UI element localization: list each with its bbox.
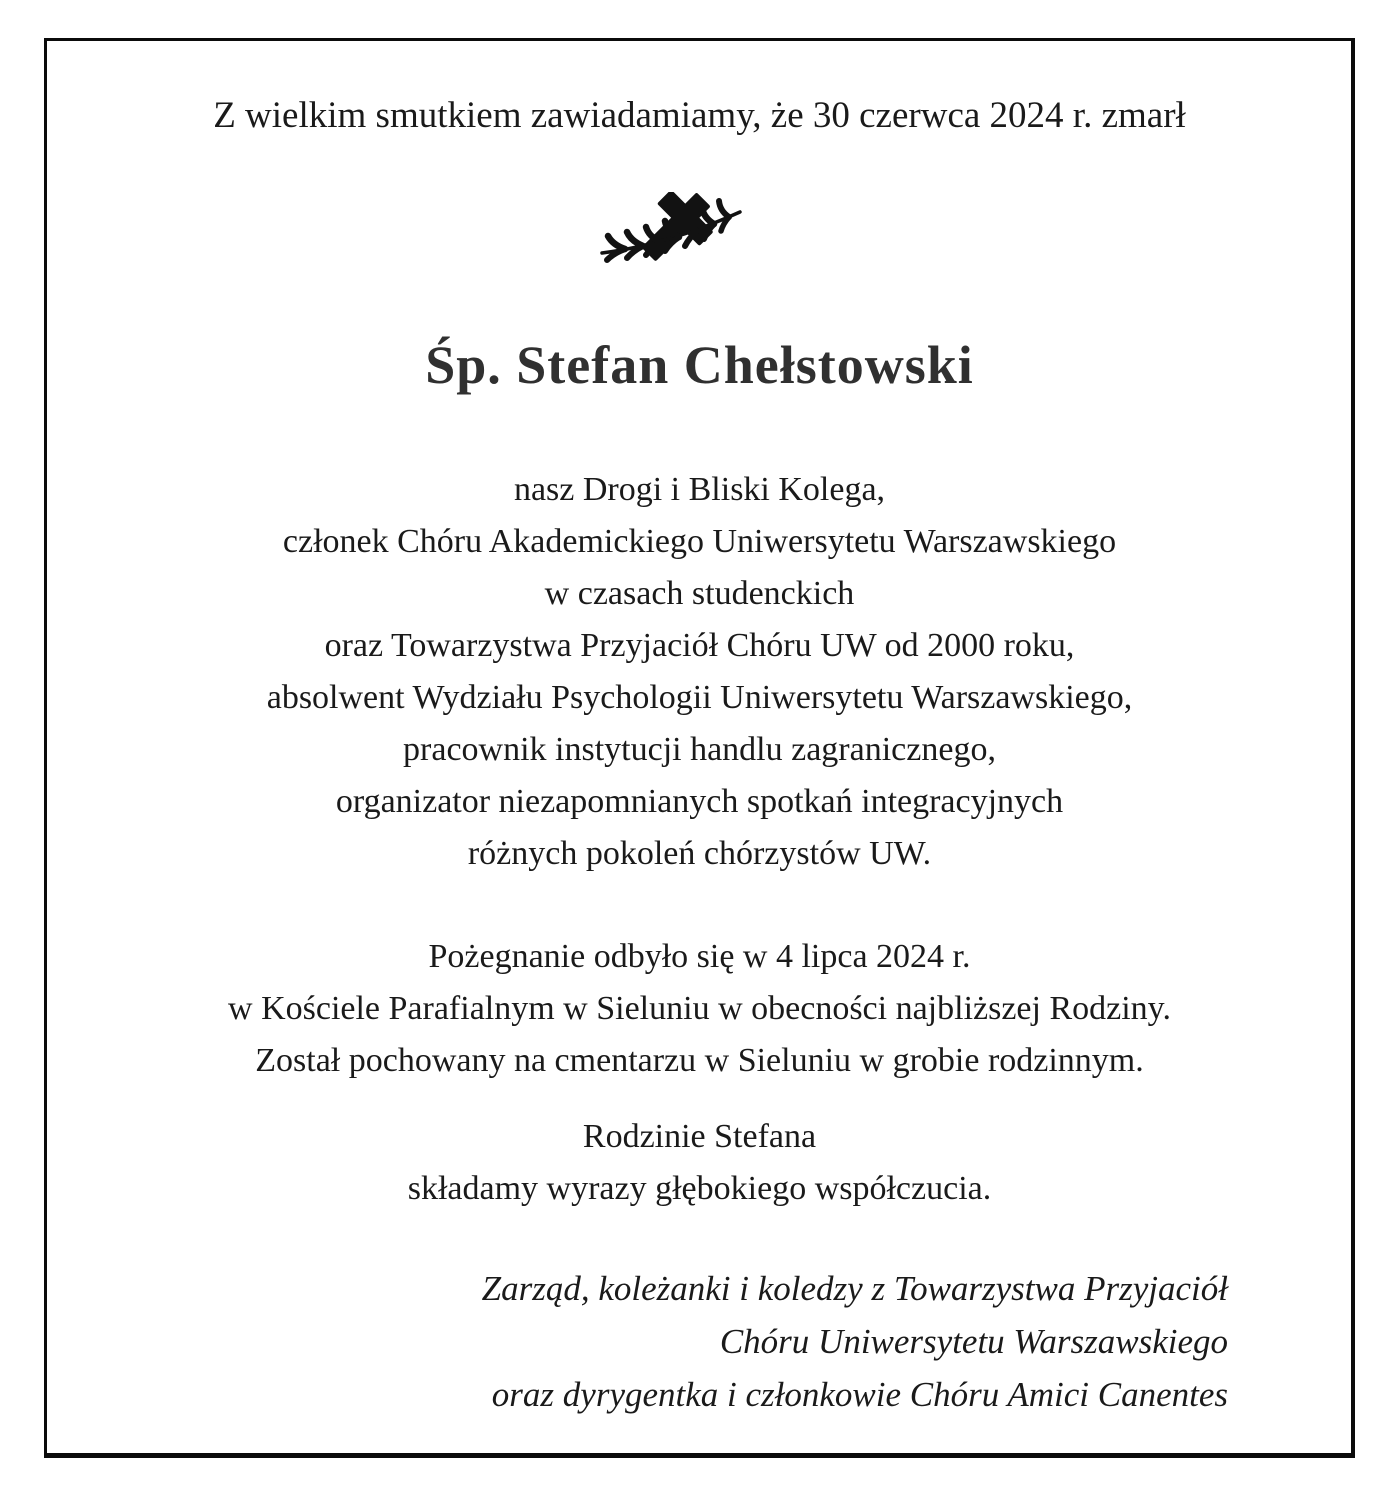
tribute-line: absolwent Wydziału Psychologii Uniwersytetu Warszawskiego, — [266, 679, 1133, 716]
announcement-line: Z wielkim smutkiem zawiadamiamy, że 30 czerwca 2024 r. zmarł — [213, 95, 1186, 136]
condolence-line: Rodzinie Stefana — [582, 1118, 817, 1155]
tribute-paragraph — [47, 464, 1352, 880]
cross-with-laurel-icon — [597, 192, 749, 280]
tribute-line: nasz Drogi i Bliski Kolega, — [513, 471, 886, 508]
farewell-line: Został pochowany na cmentarzu w Sieluniu w grobie rodzinnym. — [255, 1042, 1144, 1079]
condolence-paragraph — [47, 1111, 1352, 1215]
condolence-line: składamy wyrazy głębokiego współczucia. — [407, 1170, 992, 1207]
signature-line: Zarząd, koleżanki i koledzy z Towarzystwa Przyjaciół — [481, 1269, 1228, 1308]
tribute-line: organizator niezapomnianych spotkań integracyjnych — [335, 783, 1064, 820]
cross-laurel-svg — [597, 192, 749, 280]
signature-line: Chóru Uniwersytetu Warszawskiego — [719, 1322, 1228, 1361]
tribute-line: różnych pokoleń chórzystów UW. — [467, 835, 932, 872]
farewell-paragraph — [47, 931, 1352, 1087]
deceased-name-title: Śp. Stefan Chełstowski — [425, 335, 974, 395]
tribute-line: oraz Towarzystwa Przyjaciół Chóru UW od 2000 roku, — [324, 627, 1075, 664]
tribute-line: członek Chóru Akademickiego Uniwersytetu Warszawskiego — [282, 523, 1117, 560]
farewell-line: w Kościele Parafialnym w Sieluniu w obecności najbliższej Rodziny. — [228, 990, 1171, 1027]
tribute-line: pracownik instytucji handlu zagranicznego, — [403, 731, 996, 768]
tribute-line: w czasach studenckich — [544, 575, 855, 612]
signature-line: oraz dyrygentka i członkowie Chóru Amici Canentes — [491, 1375, 1228, 1414]
farewell-line: Pożegnanie odbyło się w 4 lipca 2024 r. — [428, 938, 971, 975]
signature-paragraph — [47, 1262, 1352, 1421]
